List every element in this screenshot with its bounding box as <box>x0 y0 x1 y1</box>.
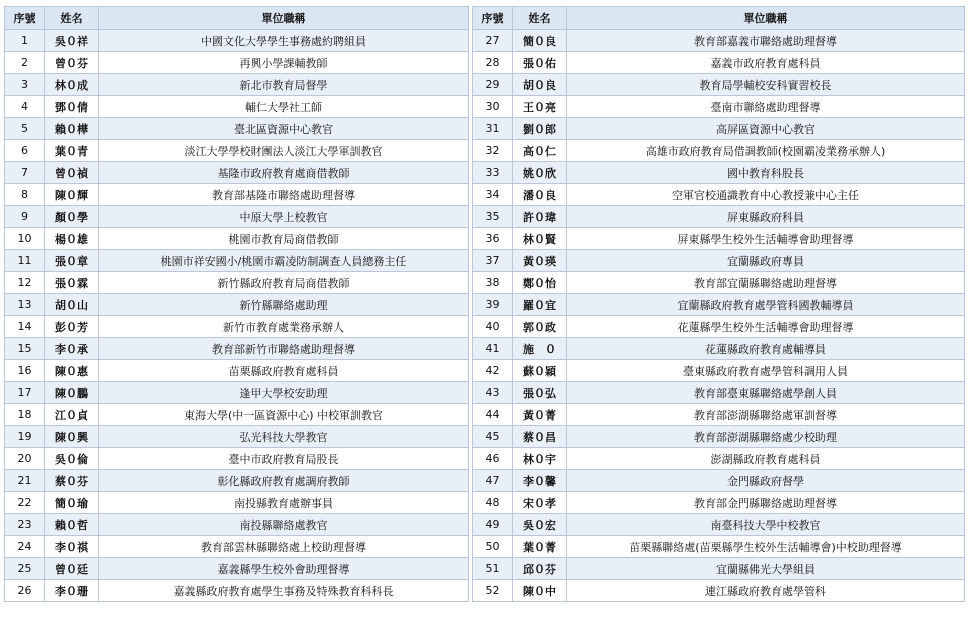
person-name: 葉０青 <box>45 140 99 162</box>
person-name: 彭０芳 <box>45 316 99 338</box>
person-name: 鄧０倩 <box>45 96 99 118</box>
unit-title: 高屏區資源中心教官 <box>567 118 965 140</box>
person-name: 蘇０穎 <box>513 360 567 382</box>
table-row <box>5 272 965 294</box>
row-number: 34 <box>473 184 513 206</box>
header-no-left: 序號 <box>5 7 45 30</box>
row-number: 40 <box>473 316 513 338</box>
table-row <box>5 360 965 382</box>
unit-title: 桃園市祥安國小/桃園市霸凌防制調查人員總務主任 <box>99 250 469 272</box>
person-name: 李０祺 <box>45 536 99 558</box>
unit-title: 宜蘭縣政府專員 <box>567 250 965 272</box>
table-row <box>5 404 965 426</box>
row-number: 28 <box>473 52 513 74</box>
person-name: 張０佑 <box>513 52 567 74</box>
person-name: 簡０良 <box>513 30 567 52</box>
unit-title: 臺中市政府教育局股長 <box>99 448 469 470</box>
unit-title: 教育部新竹市聯絡處助理督導 <box>99 338 469 360</box>
unit-title: 金門縣政府督學 <box>567 470 965 492</box>
row-number: 9 <box>5 206 45 228</box>
person-name: 楊０雄 <box>45 228 99 250</box>
unit-title: 中國文化大學學生事務處約聘組員 <box>99 30 469 52</box>
unit-title: 桃園市教育局商借教師 <box>99 228 469 250</box>
person-name: 胡０良 <box>513 74 567 96</box>
person-name: 宋０孝 <box>513 492 567 514</box>
unit-title: 新竹市教育處業務承辦人 <box>99 316 469 338</box>
person-name: 高０仁 <box>513 140 567 162</box>
row-number: 25 <box>5 558 45 580</box>
header-name-left: 姓名 <box>45 7 99 30</box>
unit-title: 基隆市政府教育處商借教師 <box>99 162 469 184</box>
person-name: 許０瑋 <box>513 206 567 228</box>
unit-title: 花蓮縣政府教育處輔導員 <box>567 338 965 360</box>
row-number: 5 <box>5 118 45 140</box>
unit-title: 弘光科技大學教官 <box>99 426 469 448</box>
header-title-left: 單位職稱 <box>99 7 469 30</box>
row-number: 49 <box>473 514 513 536</box>
table-row <box>5 206 965 228</box>
unit-title: 苗栗縣政府教育處科員 <box>99 360 469 382</box>
unit-title: 淡江大學學校財團法人淡江大學軍訓教官 <box>99 140 469 162</box>
person-name: 顏０學 <box>45 206 99 228</box>
table-row <box>5 30 965 52</box>
unit-title: 新北市教育局督學 <box>99 74 469 96</box>
person-name: 林０賢 <box>513 228 567 250</box>
unit-title: 臺北區資源中心教官 <box>99 118 469 140</box>
table-row <box>5 492 965 514</box>
row-number: 30 <box>473 96 513 118</box>
unit-title: 中原大學上校教官 <box>99 206 469 228</box>
person-name: 黃０瑛 <box>513 250 567 272</box>
person-name: 陳０惠 <box>45 360 99 382</box>
unit-title: 再興小學課輔教師 <box>99 52 469 74</box>
unit-title: 屏東縣學生校外生活輔導會助理督導 <box>567 228 965 250</box>
unit-title: 教育部嘉義市聯絡處助理督導 <box>567 30 965 52</box>
person-name: 賴０哲 <box>45 514 99 536</box>
unit-title: 教育部雲林縣聯絡處上校助理督導 <box>99 536 469 558</box>
unit-title: 花蓮縣學生校外生活輔導會助理督導 <box>567 316 965 338</box>
row-number: 37 <box>473 250 513 272</box>
unit-title: 臺南市聯絡處助理督導 <box>567 96 965 118</box>
table-row <box>5 96 965 118</box>
table-row <box>5 74 965 96</box>
row-number: 39 <box>473 294 513 316</box>
row-number: 26 <box>5 580 45 602</box>
roster-document <box>4 6 964 602</box>
row-number: 51 <box>473 558 513 580</box>
person-name: 羅０宜 <box>513 294 567 316</box>
row-number: 10 <box>5 228 45 250</box>
row-number: 29 <box>473 74 513 96</box>
row-number: 3 <box>5 74 45 96</box>
row-number: 50 <box>473 536 513 558</box>
unit-title: 新竹縣政府教育局商借教師 <box>99 272 469 294</box>
row-number: 20 <box>5 448 45 470</box>
person-name: 林０成 <box>45 74 99 96</box>
row-number: 6 <box>5 140 45 162</box>
row-number: 32 <box>473 140 513 162</box>
row-number: 41 <box>473 338 513 360</box>
person-name: 曾０廷 <box>45 558 99 580</box>
table-row <box>5 558 965 580</box>
table-row <box>5 228 965 250</box>
unit-title: 教育部澎湖縣聯絡處軍訓督導 <box>567 404 965 426</box>
person-name: 簡０瑜 <box>45 492 99 514</box>
person-name: 蔡０昌 <box>513 426 567 448</box>
row-number: 42 <box>473 360 513 382</box>
table-row <box>5 184 965 206</box>
row-number: 11 <box>5 250 45 272</box>
table-row <box>5 118 965 140</box>
person-name: 潘０良 <box>513 184 567 206</box>
unit-title: 屏東縣政府科員 <box>567 206 965 228</box>
table-row <box>5 250 965 272</box>
row-number: 33 <box>473 162 513 184</box>
row-number: 7 <box>5 162 45 184</box>
person-name: 曾０禎 <box>45 162 99 184</box>
header-row <box>5 7 965 30</box>
unit-title: 輔仁大學社工師 <box>99 96 469 118</box>
row-number: 38 <box>473 272 513 294</box>
person-name: 李０馨 <box>513 470 567 492</box>
table-row <box>5 580 965 602</box>
person-name: 吳０宏 <box>513 514 567 536</box>
table-row <box>5 448 965 470</box>
person-name: 林０宇 <box>513 448 567 470</box>
row-number: 22 <box>5 492 45 514</box>
row-number: 23 <box>5 514 45 536</box>
person-name: 鄭０怡 <box>513 272 567 294</box>
row-number: 17 <box>5 382 45 404</box>
person-name: 李０承 <box>45 338 99 360</box>
person-name: 王０亮 <box>513 96 567 118</box>
row-number: 19 <box>5 426 45 448</box>
unit-title: 臺東縣政府教育處學管科調用人員 <box>567 360 965 382</box>
row-number: 43 <box>473 382 513 404</box>
header-name-right: 姓名 <box>513 7 567 30</box>
row-number: 18 <box>5 404 45 426</box>
row-number: 48 <box>473 492 513 514</box>
row-number: 24 <box>5 536 45 558</box>
row-number: 45 <box>473 426 513 448</box>
person-name: 陳０興 <box>45 426 99 448</box>
row-number: 47 <box>473 470 513 492</box>
row-number: 15 <box>5 338 45 360</box>
person-name: 陳０中 <box>513 580 567 602</box>
table-row <box>5 52 965 74</box>
person-name: 黃０菁 <box>513 404 567 426</box>
unit-title: 新竹縣聯絡處助理 <box>99 294 469 316</box>
table-row <box>5 316 965 338</box>
row-number: 35 <box>473 206 513 228</box>
person-name: 江０貞 <box>45 404 99 426</box>
row-number: 4 <box>5 96 45 118</box>
unit-title: 澎湖縣政府教育處科員 <box>567 448 965 470</box>
person-name: 蔡０芬 <box>45 470 99 492</box>
unit-title: 教育部臺東縣聯絡處學創人員 <box>567 382 965 404</box>
person-name: 張０弘 <box>513 382 567 404</box>
unit-title: 教育部基隆市聯絡處助理督導 <box>99 184 469 206</box>
row-number: 16 <box>5 360 45 382</box>
row-number: 44 <box>473 404 513 426</box>
row-number: 46 <box>473 448 513 470</box>
row-number: 27 <box>473 30 513 52</box>
table-row <box>5 140 965 162</box>
person-name: 劉０郎 <box>513 118 567 140</box>
person-name: 葉０菁 <box>513 536 567 558</box>
unit-title: 教育部金門縣聯絡處助理督導 <box>567 492 965 514</box>
header-title-right: 單位職稱 <box>567 7 965 30</box>
unit-title: 教育部澎湖縣聯絡處少校助理 <box>567 426 965 448</box>
person-name: 郭０政 <box>513 316 567 338</box>
row-number: 13 <box>5 294 45 316</box>
table-row <box>5 514 965 536</box>
person-name: 姚０欣 <box>513 162 567 184</box>
row-number: 1 <box>5 30 45 52</box>
person-name: 吳０祥 <box>45 30 99 52</box>
unit-title: 宜蘭縣政府教育處學管科國教輔導員 <box>567 294 965 316</box>
unit-title: 南臺科技大學中校教官 <box>567 514 965 536</box>
unit-title: 嘉義縣學生校外會助理督導 <box>99 558 469 580</box>
row-number: 14 <box>5 316 45 338</box>
person-name: 邱０芬 <box>513 558 567 580</box>
unit-title: 教育部宜蘭縣聯絡處助理督導 <box>567 272 965 294</box>
person-name: 張０霖 <box>45 272 99 294</box>
table-row <box>5 162 965 184</box>
person-name: 陳０輝 <box>45 184 99 206</box>
person-name: 李０珊 <box>45 580 99 602</box>
roster-table <box>4 6 965 602</box>
table-row <box>5 470 965 492</box>
unit-title: 苗栗縣聯絡處(苗栗縣學生校外生活輔導會)中校助理督導 <box>567 536 965 558</box>
table-row <box>5 426 965 448</box>
person-name: 陳０鵬 <box>45 382 99 404</box>
unit-title: 連江縣政府教育處學管科 <box>567 580 965 602</box>
unit-title: 空軍官校通識教育中心教授兼中心主任 <box>567 184 965 206</box>
unit-title: 南投縣聯絡處教官 <box>99 514 469 536</box>
row-number: 12 <box>5 272 45 294</box>
header-no-right: 序號 <box>473 7 513 30</box>
row-number: 2 <box>5 52 45 74</box>
unit-title: 東海大學(中一區資源中心) 中校軍訓教官 <box>99 404 469 426</box>
row-number: 31 <box>473 118 513 140</box>
person-name: 賴０樺 <box>45 118 99 140</box>
unit-title: 南投縣教育處辦事員 <box>99 492 469 514</box>
unit-title: 教育局學輔校安科實習校長 <box>567 74 965 96</box>
person-name: 吳０倫 <box>45 448 99 470</box>
unit-title: 彰化縣政府教育處調府教師 <box>99 470 469 492</box>
table-row <box>5 294 965 316</box>
table-row <box>5 338 965 360</box>
row-number: 8 <box>5 184 45 206</box>
row-number: 36 <box>473 228 513 250</box>
table-row <box>5 382 965 404</box>
person-name: 施 ０ <box>513 338 567 360</box>
unit-title: 高雄市政府教育局借調教師(校園霸凌業務承辦人) <box>567 140 965 162</box>
row-number: 52 <box>473 580 513 602</box>
row-number: 21 <box>5 470 45 492</box>
table-row <box>5 536 965 558</box>
person-name: 胡０山 <box>45 294 99 316</box>
unit-title: 嘉義縣政府教育處學生事務及特殊教育科科長 <box>99 580 469 602</box>
unit-title: 宜蘭縣佛光大學組員 <box>567 558 965 580</box>
unit-title: 國中教育科股長 <box>567 162 965 184</box>
roster-body <box>5 30 965 602</box>
unit-title: 嘉義市政府教育處科員 <box>567 52 965 74</box>
unit-title: 逢甲大學校安助理 <box>99 382 469 404</box>
person-name: 張０章 <box>45 250 99 272</box>
person-name: 曾０芬 <box>45 52 99 74</box>
